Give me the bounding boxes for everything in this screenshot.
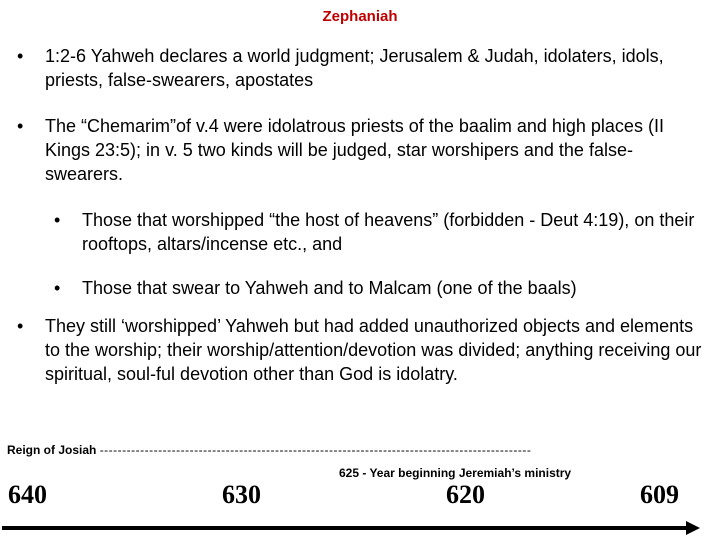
jeremiah-milestone-label: 625 - Year beginning Jeremiah’s ministry [339,466,572,480]
reign-label: Reign of Josiah [7,443,97,457]
year-609: 609 [640,480,679,509]
bullet-item [17,314,707,386]
year-630: 630 [222,480,261,509]
bullet-dot: • [54,278,61,298]
bullet-dot: • [17,116,24,136]
bullet-text: Those that worshipped “the host of heavens” (forbidden - Deut 4:19), on their rooftops, altars/incense etc., and [82,210,695,254]
arrow-head-icon [686,521,700,535]
bullet-dot: • [54,210,61,230]
reign-of-josiah-label [7,443,707,457]
sub-bullet-item [54,276,704,300]
year-640: 640 [8,480,47,509]
bullet-text: The “Chemarim”of v.4 were idolatrous priests of the baalim and high places (II Kings 23:5); in v. 5 two kinds will be judged, star worshipers and the false-swearers. [45,116,664,184]
year-620: 620 [446,480,485,509]
bullet-dot: • [17,316,24,336]
bullet-item [17,44,707,92]
bullet-dot: • [17,46,24,66]
sub-bullet-item [54,208,704,256]
reign-span-dashes: ------------------------------------------------------------------------------------------------ [99,443,532,457]
bullet-text: They still ‘worshipped’ Yahweh but had added unauthorized objects and elements to the worship; their worship/attention/devotion was divided; anything receiving our spiritual, soul-ful devotion other than God is idolatry. [45,316,702,384]
timeline-arrow [0,520,700,536]
slide-title: Zephaniah [322,8,398,25]
bullet-item [17,114,707,186]
bullet-text: 1:2-6 Yahweh declares a world judgment; Jerusalem & Judah, idolaters, idols, priests, false-swearers, apostates [45,46,664,90]
bullet-text: Those that swear to Yahweh and to Malcam (one of the baals) [82,278,577,298]
